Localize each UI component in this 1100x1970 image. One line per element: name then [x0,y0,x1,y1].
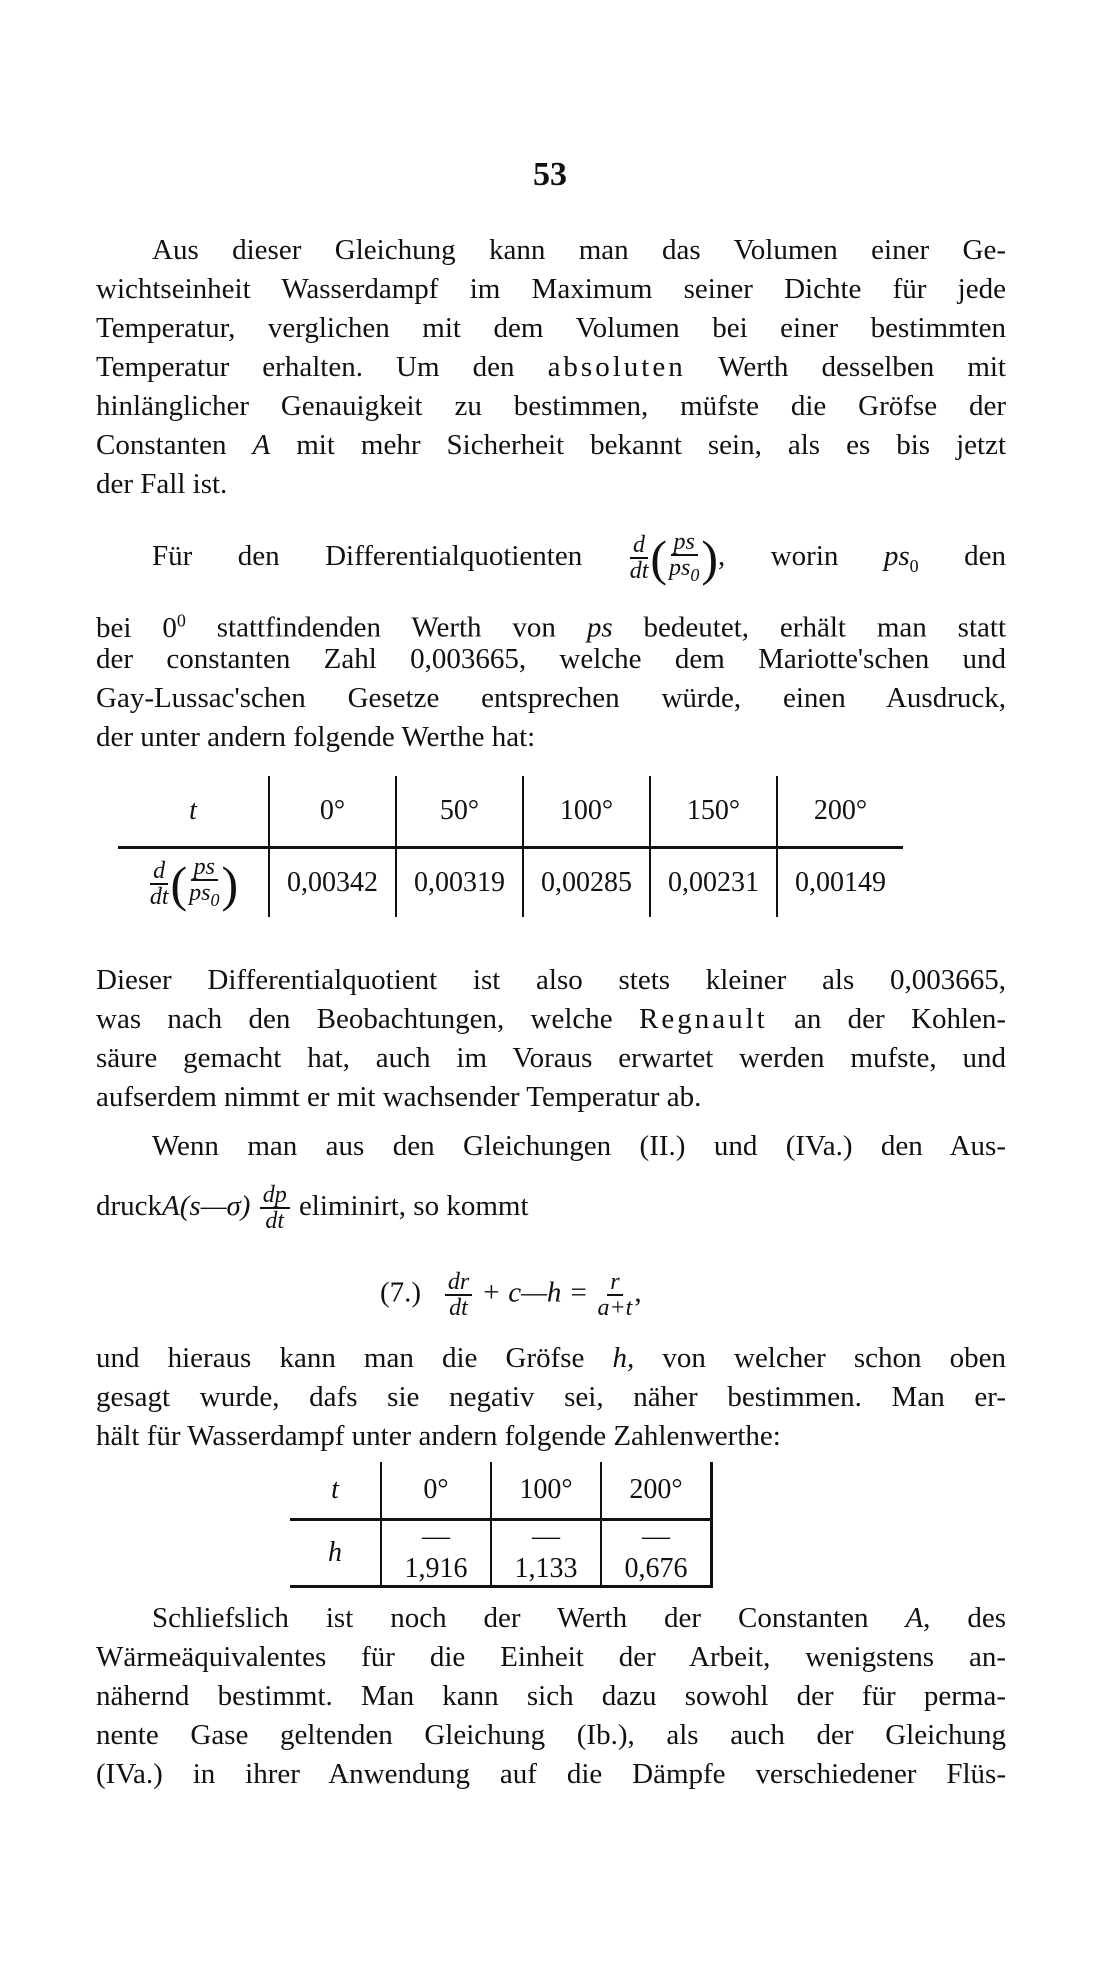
table-differential-quotient [118,776,903,917]
math-symbol: ps [586,611,613,644]
text-line: nente Gase geltenden Gleichung (Ib.), als auch der Gleichung [96,1719,1006,1751]
table-cell: —0,676 [601,1520,712,1587]
text-line: Aus dieser Gleichung kann man das Volumen einer Ge- [152,234,1006,266]
text: bei $0^0$ [96,610,186,644]
text: bedeutet, erhält man statt [643,611,1006,644]
math-symbol: A [252,429,271,461]
text-line: säure gemacht hat, auch im Voraus erwartet werden mufste, und [96,1042,1006,1074]
text-line: hält für Wasserdampf unter andern folgende Zahlenwerthe: [96,1420,781,1452]
text-line [96,1340,1006,1376]
table-row [290,1520,712,1587]
table-header-cell: 200° [601,1462,712,1520]
text: eliminirt, so kommt [298,1190,529,1222]
denominator: $ps_0$ [669,554,700,585]
text: , worin [718,540,839,572]
fraction: $\frac{dp}{dt}$ [260,1183,290,1233]
table-row-label: h [290,1520,381,1587]
text-line [96,427,1006,463]
table-cell: 0,00285 [523,848,650,918]
emphasis-text: Regnault [638,1003,768,1035]
fraction: $\frac{r}{a+t}$ [597,1269,633,1321]
numerator: ps [671,530,698,556]
text-line: wichtseinheit Wasserdampf im Maximum seiner Dichte für jede [96,273,1006,305]
text: und hieraus kann man die Gröfse [96,1342,585,1374]
text-line: hinlänglicher Genauigkeit zu bestimmen, müfste die Gröfse der [96,390,1006,422]
table-header-cell: 100° [523,776,650,848]
paren-open: ( [650,530,668,587]
text-line: Wenn man aus den Gleichungen (II.) und (IVa.) den Aus- [152,1130,1006,1162]
text-line [96,1178,1006,1234]
text: den [964,540,1007,572]
text: Temperatur erhalten. Um den [96,351,515,383]
math-symbol: h, [612,1342,635,1374]
table-cell: 0,00319 [396,848,523,918]
table-cell: —1,916 [381,1520,491,1587]
text: Für den Differentialquotienten [152,540,583,572]
text: stattfindenden Werth von [216,611,556,644]
text-line [152,1600,1006,1636]
text-line: aufserdem nimmt er mit wachsender Temperatur ab. [96,1081,702,1113]
equation-label: (7.) [380,1276,422,1309]
text-line: Wärmeäquivalentes für die Einheit der Arbeit, wenigstens an- [96,1641,1006,1673]
text-line: nähernd bestimmt. Man kann sich dazu sowohl der für perma- [96,1680,1006,1712]
punctuation: , [634,1276,642,1309]
fraction [669,530,699,587]
text-line: gesagt wurde, dafs sie negativ sei, näher bestimmen. Man er- [96,1381,1006,1413]
equation-7 [380,1270,642,1320]
text-line [96,349,1006,385]
emphasis-text: absoluten [547,351,686,383]
table-cell: 0,00342 [269,848,396,918]
text-line [152,528,1007,587]
table-header-cell: 50° [396,776,523,848]
text-line [96,602,1006,646]
text: Constanten [96,429,227,461]
table-header-cell: 200° [777,776,903,848]
text: an der Kohlen- [794,1003,1007,1035]
text: druck [96,1190,163,1222]
fraction [630,533,649,583]
text-line: (IVa.) in ihrer Anwendung auf die Dämpfe verschiedener Flüs- [96,1758,1006,1790]
text-line: der constanten Zahl 0,003665, welche dem Mariotte'schen und [96,643,1006,675]
table-cell: 0,00149 [777,848,903,918]
table-row-label: $\frac{d}{dt}$ ( $\frac{ps}{ps_0}$ ) [118,848,269,918]
table-header-row [118,776,903,848]
table-header-label: t [189,795,197,826]
text: Schliefslich ist noch der Werth der Constanten [152,1602,869,1634]
table-header-cell: 0° [381,1462,491,1520]
text-line [96,1001,1006,1037]
formula [628,530,718,587]
text-line: der Fall ist. [96,468,228,500]
text-line: Dieser Differentialquotient ist also stets kleiner als 0,003665, [96,964,1006,996]
text: Werth desselben mit [718,351,1006,383]
equation-text: + c—h = [481,1276,589,1309]
table-header-cell: 100° [491,1462,601,1520]
math-symbol: $ps_0$ [883,540,919,576]
math-expression: A(s—σ) [162,1190,251,1222]
table-cell: 0,00231 [650,848,777,918]
denominator: dt [629,558,649,585]
table-h-values [290,1462,713,1588]
text: was nach den Beobachtungen, welche [96,1003,613,1035]
text: von welcher schon oben [662,1342,1007,1374]
table-row [118,848,903,918]
paren-close: ) [701,530,719,587]
text: mit mehr Sicherheit bekannt sein, als es bis jetzt [296,429,1007,461]
text-line: Temperatur, verglichen mit dem Volumen bei einer bestimmten [96,312,1006,344]
page-number: 53 [533,156,567,193]
numerator: d [630,533,648,559]
table-cell: —1,133 [491,1520,601,1587]
text-line: Gay-Lussac'schen Gesetze entsprechen würde, einen Ausdruck, [96,682,1006,714]
table-header-label: t [331,1474,339,1505]
table-header-cell: 0° [269,776,396,848]
math-symbol: A, des [905,1602,1007,1634]
fraction: $\frac{dr}{dt}$ [445,1270,472,1320]
table-header-cell: 150° [650,776,777,848]
text-line: der unter andern folgende Werthe hat: [96,721,536,753]
table-header-row [290,1462,712,1520]
